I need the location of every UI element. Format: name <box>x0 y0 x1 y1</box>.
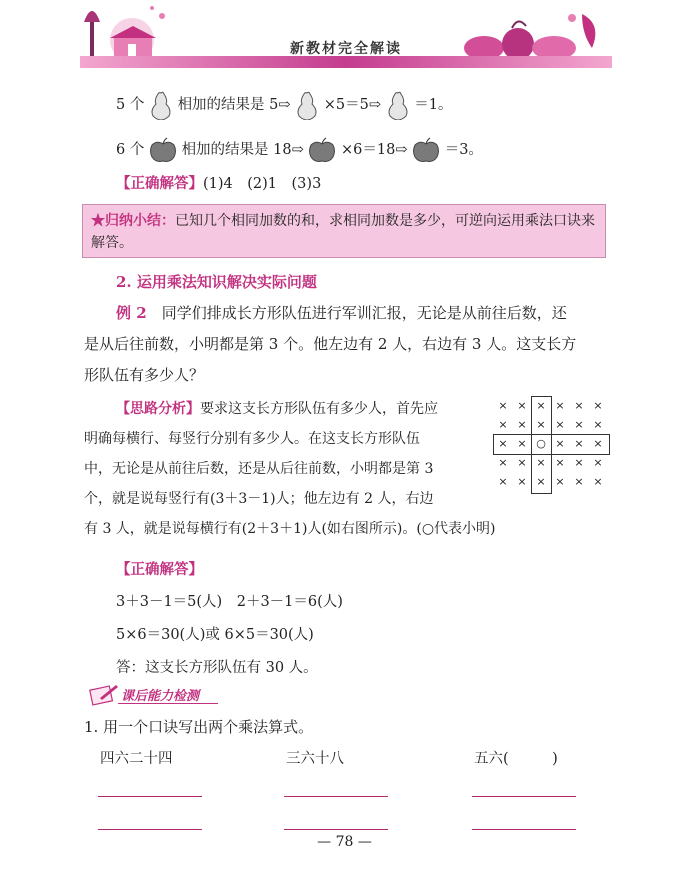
answer-blank-line[interactable] <box>98 796 202 797</box>
grid-person-mark: × <box>517 456 527 469</box>
question-item: 五六( ) <box>474 751 558 767</box>
grid-person-mark: × <box>536 399 546 412</box>
summary-label: ★归纳小结： <box>91 213 175 229</box>
apple-icon <box>308 137 336 163</box>
grid-person-mark: × <box>555 437 565 450</box>
grid-person-mark: × <box>536 475 546 488</box>
pear-line-part: 相加的结果是 5⇨ <box>177 97 291 113</box>
analysis-label: 【思路分析】 <box>116 401 200 417</box>
answer-blank-line[interactable] <box>284 796 388 797</box>
example-label: 例 2 <box>116 304 147 322</box>
apple-line-part: 相加的结果是 18⇨ <box>181 142 304 158</box>
pear-icon <box>386 90 410 120</box>
analysis-line: 要求这支长方形队伍有多少人，首先应 <box>200 401 438 417</box>
grid-person-mark: × <box>555 456 565 469</box>
notebook-pencil-icon <box>88 682 120 706</box>
grid-person-mark: × <box>593 418 603 431</box>
apple-icon <box>412 137 440 163</box>
grid-person-mark: × <box>517 399 527 412</box>
example-line: 同学们排成长方形队伍进行军训汇报，无论是从前往后数，还 <box>161 304 567 322</box>
question-item: 三六十八 <box>286 751 344 767</box>
page-header <box>80 0 612 72</box>
page-number: — 78 — <box>317 834 372 850</box>
grid-person-mark: × <box>555 418 565 431</box>
pear-line-part: 5 个 <box>116 97 145 113</box>
answer-blank-line[interactable] <box>472 796 576 797</box>
analysis-line: 有 3 人，就是说每横行有(2＋3＋1)人(如右图所示)。(○代表小明) <box>84 521 496 537</box>
section-2-title: 2. 运用乘法知识解决实际问题 <box>116 273 317 291</box>
analysis <box>84 394 494 544</box>
grid-person-mark: × <box>593 475 603 488</box>
answer-line: 5×6＝30(人)或 6×5＝30(人) <box>116 627 314 643</box>
analysis-line: 中，无论是从前往后数，还是从后往前数，小明都是第 3 <box>84 461 434 477</box>
header-title: 新教材完全解读 <box>290 41 402 57</box>
example-line: 形队伍有多少人？ <box>84 366 205 384</box>
pear-line-part: ＝1。 <box>414 97 453 113</box>
grid-person-mark: × <box>593 456 603 469</box>
analysis-line: 明确每横行、每竖行分别有多少人。在这支长方形队伍 <box>84 431 420 447</box>
grid-person-mark: × <box>574 418 584 431</box>
grid-person-mark: × <box>517 418 527 431</box>
grid-person-mark: × <box>536 418 546 431</box>
answer-1 <box>116 177 321 192</box>
pear-line-part: ×5＝5⇨ <box>323 97 382 113</box>
analysis-line: 个，就是说每竖行有(3＋3－1)人；他左边有 2 人，右边 <box>84 491 434 507</box>
answer-line: 答：这支长方形队伍有 30 人。 <box>116 660 318 676</box>
answer-blank-line[interactable] <box>98 829 202 830</box>
grid-person-mark: × <box>517 475 527 488</box>
example-line: 是从后往前数，小明都是第 3 个。他左边有 2 人，右边有 3 人。这支长方 <box>84 335 577 353</box>
grid-person-mark: × <box>517 437 527 450</box>
grid-person-mark: × <box>555 475 565 488</box>
pear-icon <box>149 90 173 120</box>
grid-person-mark: × <box>498 456 508 469</box>
grid-person-mark: × <box>574 475 584 488</box>
grid-person-mark: × <box>593 437 603 450</box>
grid-person-mark: × <box>536 456 546 469</box>
summary-text: 已知几个相同加数的和，求相同加数是多少，可逆向运用乘法口诀来解答。 <box>91 213 595 251</box>
answer-line: 3＋3－1＝5(人) 2＋3－1＝6(人) <box>116 594 343 610</box>
grid-person-mark: × <box>498 475 508 488</box>
apple-icon <box>149 137 177 163</box>
grid-person-mark: × <box>498 399 508 412</box>
apple-line <box>116 137 483 163</box>
xiaoming-marker: ○ <box>536 437 546 450</box>
formation-grid <box>495 398 607 492</box>
grid-person-mark: × <box>498 418 508 431</box>
apple-line-part: ＝3。 <box>444 142 483 158</box>
answer-2 <box>116 553 596 685</box>
example-2 <box>84 298 614 391</box>
answer-blank-line[interactable] <box>284 829 388 830</box>
answer-label: 【正确解答】 <box>116 175 203 192</box>
pear-line <box>116 90 452 120</box>
answer-blank-line[interactable] <box>472 829 576 830</box>
answer-label: 【正确解答】 <box>116 561 203 578</box>
grid-person-mark: × <box>574 456 584 469</box>
after-class-underline <box>118 703 218 704</box>
pear-icon <box>295 90 319 120</box>
grid-person-mark: × <box>574 399 584 412</box>
grid-person-mark: × <box>593 399 603 412</box>
grid-person-mark: × <box>574 437 584 450</box>
answer-text: (1)4 (2)1 (3)3 <box>203 176 322 192</box>
grid-person-mark: × <box>555 399 565 412</box>
question-item: 四六二十四 <box>100 751 173 767</box>
after-class-title: 课后能力检测 <box>121 689 200 704</box>
apple-line-part: ×6＝18⇨ <box>341 142 408 158</box>
question-1-title: 1. 用一个口诀写出两个乘法算式。 <box>84 718 314 736</box>
summary-box <box>82 204 606 258</box>
apple-line-part: 6 个 <box>116 142 145 158</box>
grid-person-mark: × <box>498 437 508 450</box>
